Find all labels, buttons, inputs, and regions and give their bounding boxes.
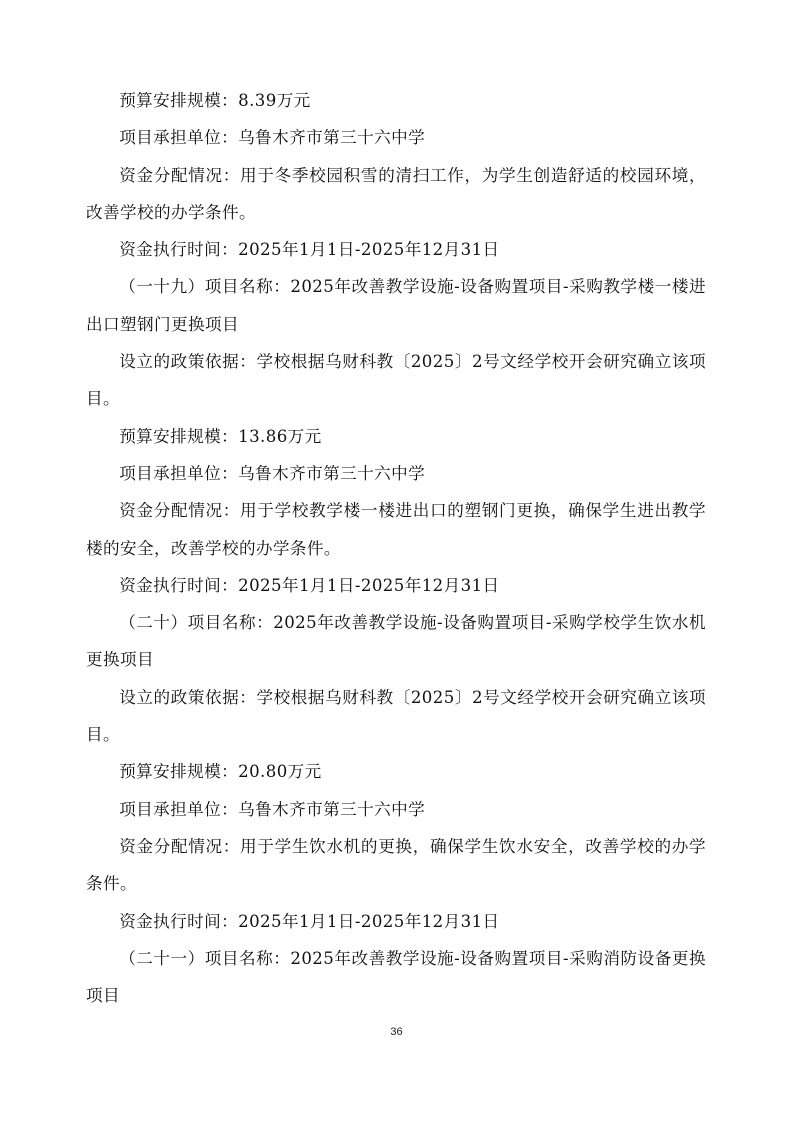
project-19-title: （一十九）项目名称：2025年改善教学设施-设备购置项目-采购教学楼一楼进出口塑钢门更换项目 bbox=[86, 277, 706, 334]
budget-scale-paragraph: 预算安排规模：8.39万元 bbox=[119, 91, 311, 110]
fund-allocation-paragraph: 资金分配情况：用于冬季校园积雪的清扫工作，为学生创造舒适的校园环境，改善学校的办学条件。 bbox=[86, 165, 706, 222]
execution-time-paragraph: 资金执行时间：2025年1月1日-2025年12月31日 bbox=[119, 911, 500, 931]
project-21-title: （二十一）项目名称：2025年改善教学设施-设备购置项目-采购消防设备更换项目 bbox=[86, 948, 706, 1006]
project-20-title: （二十）项目名称：2025年改善教学设施-设备购置项目-采购学校学生饮水机更换项目 bbox=[86, 613, 706, 670]
policy-basis-paragraph: 设立的政策依据：学校根据乌财科教〔2025〕2号文经学校开会研究确立该项目。 bbox=[86, 352, 706, 409]
execution-time-paragraph: 资金执行时间：2025年1月1日-2025年12月31日 bbox=[119, 240, 500, 260]
page-number: 36 bbox=[390, 1026, 403, 1038]
undertaking-unit-paragraph: 项目承担单位：乌鲁木齐市第三十六中学 bbox=[119, 463, 426, 483]
execution-time-paragraph: 资金执行时间：2025年1月1日-2025年12月31日 bbox=[119, 575, 500, 595]
document-body bbox=[86, 82, 706, 1014]
undertaking-unit-paragraph: 项目承担单位：乌鲁木齐市第三十六中学 bbox=[119, 799, 426, 819]
undertaking-unit-paragraph: 项目承担单位：乌鲁木齐市第三十六中学 bbox=[119, 128, 426, 148]
fund-allocation-paragraph: 资金分配情况：用于学校教学楼一楼进出口的塑钢门更换，确保学生进出教学楼的安全，改善学校的办学条件。 bbox=[86, 501, 706, 558]
budget-scale-paragraph: 预算安排规模：20.80万元 bbox=[119, 762, 322, 782]
budget-scale-paragraph: 预算安排规模：13.86万元 bbox=[119, 426, 322, 446]
fund-allocation-paragraph: 资金分配情况：用于学生饮水机的更换，确保学生饮水安全，改善学校的办学条件。 bbox=[86, 836, 706, 894]
policy-basis-paragraph: 设立的政策依据：学校根据乌财科教〔2025〕2号文经学校开会研究确立该项目。 bbox=[86, 687, 706, 745]
